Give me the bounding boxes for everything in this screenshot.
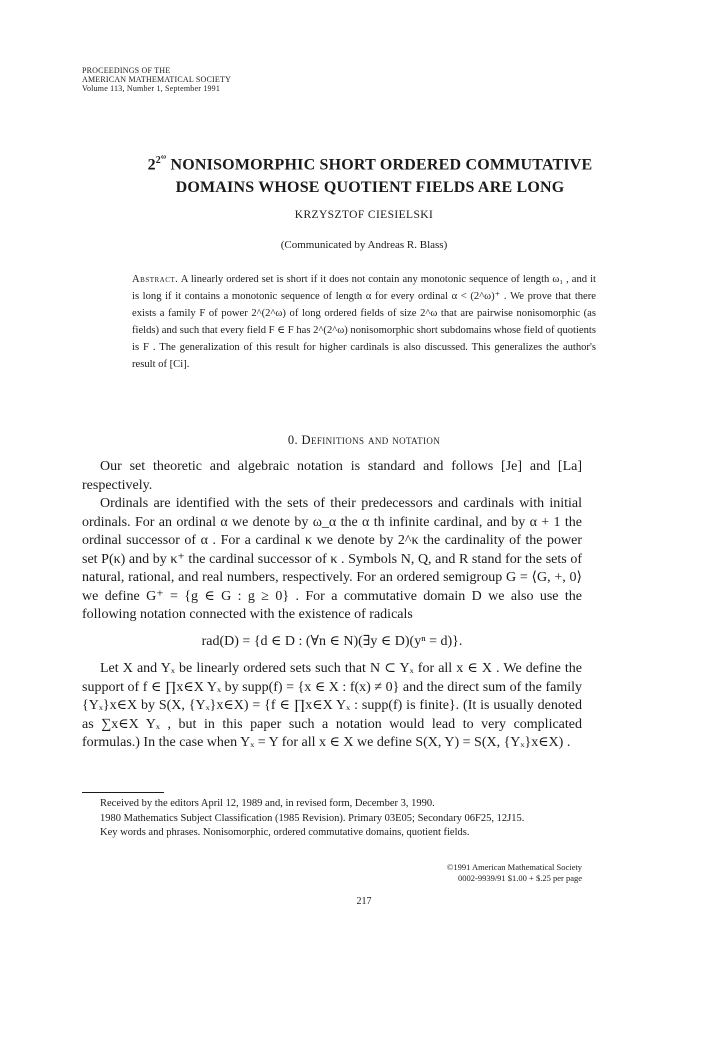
page-number: 217	[356, 896, 372, 907]
body-text	[82, 458, 582, 753]
abstract-text: A linearly ordered set is short if it does not contain any monotonic sequence of length ω₁ , and it is long if it contains a monotonic sequence of length α for every ordinal α < (2^ω)⁺ . We prove that there exists a family F of power 2^(2^ω) of long ordered fields of size 2^ω that are pairwise nonisomorphic (as fields) and such that every field F ∈ F has 2^(2^ω) nonisomorphic short subdomains whose field of quotients is F . The generalization of this result for higher cardinals is also discussed. This generalizes the author's result of [Ci].	[132, 274, 596, 370]
footnote-msc: 1980 Mathematics Subject Classification (1985 Revision). Primary 03E05; Secondary 06F25, 12J15.	[100, 812, 525, 824]
section-heading: 0. Definitions and notation	[287, 433, 441, 447]
paragraph-ordinals: Ordinals are identified with the sets of their predecessors and cardinals with initial ordinals. For an ordinal α we denote by ω_α the α th infinite cardinal, and by α + 1 the ordinal successor of α . For a cardinal κ we denote by 2^κ the cardinality of the power set P(κ) and by κ⁺ the cardinal successor of κ . Symbols N, Q, and R stand for the sets of natural, rational, and real numbers, respectively. For an ordered semigroup G = ⟨G, +, 0⟩ we define G⁺ = {g ∈ G : g ≥ 0} . For a commutative domain D we also use the following notation connected with the existence of radicals	[82, 496, 582, 622]
copyright-line1: ©1991 American Mathematical Society	[446, 862, 582, 872]
footnotes	[82, 797, 582, 841]
title-line2: DOMAINS WHOSE QUOTIENT FIELDS ARE LONG	[175, 178, 565, 196]
paper-title	[100, 146, 640, 199]
copyright-line2: 0002-9939/91 $1.00 + $.25 per page	[457, 873, 582, 883]
journal-header	[82, 66, 231, 93]
abstract-label: Abstract.	[132, 274, 179, 285]
journal-name-line2: AMERICAN MATHEMATICAL SOCIETY	[82, 75, 232, 84]
author-name: KRZYSZTOF CIESIELSKI	[294, 209, 434, 221]
copyright-notice	[447, 862, 582, 884]
footnote-keywords: Key words and phrases. Nonisomorphic, ordered commutative domains, quotient fields.	[100, 827, 470, 838]
paragraph-direct-sum: Let X and Yₓ be linearly ordered sets such that N ⊂ Yₓ for all x ∈ X . We define the support of f ∈ ∏x∈X Yₓ by supp(f) = {x ∈ X : f(x) ≠ 0} and the direct sum of the family {Yₓ}x∈X by S(X, {Yₓ}x∈X) = {f ∈ ∏x∈X Yₓ : supp(f) is finite}. (It is usually denoted as ∑x∈X Yₓ , but in this paper such a notation would lead to very complicated formulas.) In the case when Yₓ = Y for all x ∈ X we define S(X, Y) = S(X, {Yₓ}x∈X) .	[82, 661, 582, 750]
abstract	[132, 271, 596, 373]
footnote-received: Received by the editors April 12, 1989 and, in revised form, December 3, 1990.	[100, 798, 435, 809]
paragraph-notation: Our set theoretic and algebraic notation is standard and follows [Je] and [La] respectively.	[82, 459, 582, 493]
journal-name-line1: PROCEEDINGS OF THE	[82, 66, 171, 75]
journal-volume: Volume 113, Number 1, September 1991	[82, 84, 221, 93]
communicated-by: (Communicated by Andreas R. Blass)	[280, 239, 448, 251]
title-line1: $2^{2^\omega}$ NONISOMORPHIC SHORT ORDERED COMMUTATIVE	[147, 153, 593, 174]
footnote-rule	[82, 792, 164, 793]
display-equation-rad: rad(D) = {d ∈ D : (∀n ∈ N)(∃y ∈ D)(yⁿ = d)}.	[201, 633, 463, 649]
